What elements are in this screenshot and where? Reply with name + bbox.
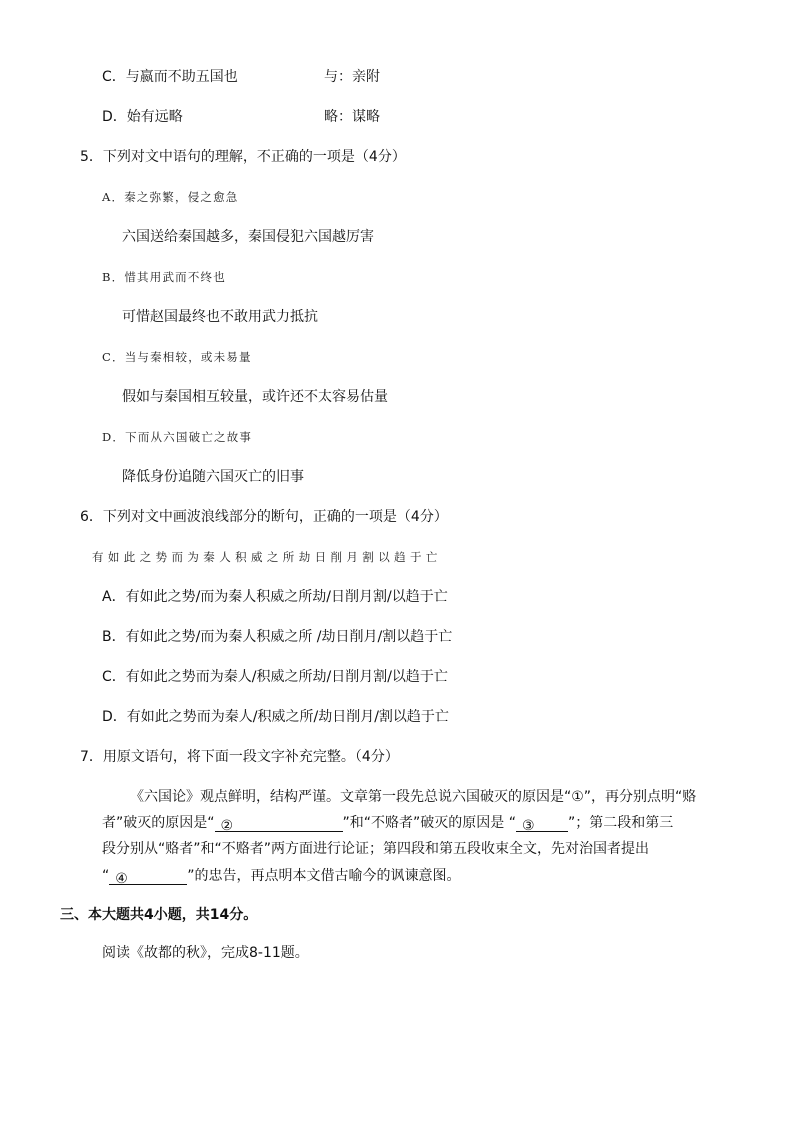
q6-option-c: C．有如此之势而为秦人/积威之所劫/日削月割/以趋于亡 <box>102 669 448 685</box>
section-3-instruction: 阅读《故都的秋》，完成8-11题。 <box>102 945 309 961</box>
q4-option-c-gloss: 与：亲附 <box>324 69 380 85</box>
q7-line-4-end: ”的忠告，再点明本文借古喻今的讽谏意图。 <box>187 868 461 884</box>
q6-stem: 6．下列对文中画波浪线部分的断句，正确的一项是（4分） <box>80 509 448 525</box>
q4-option-d-gloss: 略：谋略 <box>324 109 380 125</box>
q6-option-b: B．有如此之势/而为秦人积威之所 /劫日削月/割以趋于亡 <box>102 629 453 645</box>
section-3-heading: 三、本大题共4小题，共14分。 <box>60 907 258 923</box>
q6-quote: 有如此之势而为秦人积威之所劫日削月割以趋于亡 <box>92 550 442 564</box>
q7-line-2-start: 者”破灭的原因是“ <box>102 815 215 831</box>
q4-option-c: C．与嬴而不助五国也 <box>102 69 238 85</box>
q7-blank-3[interactable] <box>516 816 568 832</box>
q5-option-d-explanation: 降低身份追随六国灭亡的旧事 <box>122 469 304 485</box>
q6-option-a: A．有如此之势/而为秦人积威之所劫/日削月割/以趋于亡 <box>102 589 448 605</box>
q7-blank-4[interactable] <box>109 869 187 885</box>
q5-option-d-original: D．下而从六国破亡之故事 <box>102 430 253 444</box>
q7-blank-2[interactable] <box>215 816 343 832</box>
q7-paragraph-line-4 <box>102 866 461 886</box>
q5-option-a-original: A．秦之弥繁，侵之愈急 <box>102 190 239 204</box>
q7-stem: 7．用原文语句，将下面一段文字补充完整。（4分） <box>80 749 399 765</box>
q7-line-2-middle: ”和“不赂者”破灭的原因是 “ <box>342 815 516 831</box>
q7-blank-4-marker: ④ <box>115 871 128 887</box>
q4-option-d: D．始有远略 <box>102 109 183 125</box>
q5-option-b-explanation: 可惜赵国最终也不敢用武力抵抗 <box>122 309 318 325</box>
q7-paragraph-line-3: 段分别从“赂者”和“不赂者”两方面进行论证；第四段和第五段收束全文，先对治国者提出 <box>102 841 650 857</box>
q6-option-d: D．有如此之势而为秦人/积威之所/劫日削月/割以趋于亡 <box>102 709 449 725</box>
q7-blank-3-marker: ③ <box>521 818 535 834</box>
q7-line-4-start: “ <box>102 868 110 884</box>
q5-stem: 5．下列对文中语句的理解，不正确的一项是（4分） <box>80 149 406 165</box>
q5-option-c-explanation: 假如与秦国相互较量，或许还不太容易估量 <box>122 389 388 405</box>
q5-option-c-original: C．当与秦相较，或未易量 <box>102 350 252 364</box>
q7-paragraph-line-1: 《六国论》观点鲜明，结构严谨。文章第一段先总说六国破灭的原因是“①”，再分别点明“赂 <box>130 789 697 805</box>
q7-paragraph-line-2 <box>102 813 673 833</box>
q5-option-b-original: B．惜其用武而不终也 <box>102 270 226 284</box>
q7-blank-2-marker: ② <box>220 818 234 834</box>
q5-option-a-explanation: 六国送给秦国越多，秦国侵犯六国越厉害 <box>122 229 374 245</box>
q7-line-2-end: ”；第二段和第三 <box>567 815 674 831</box>
